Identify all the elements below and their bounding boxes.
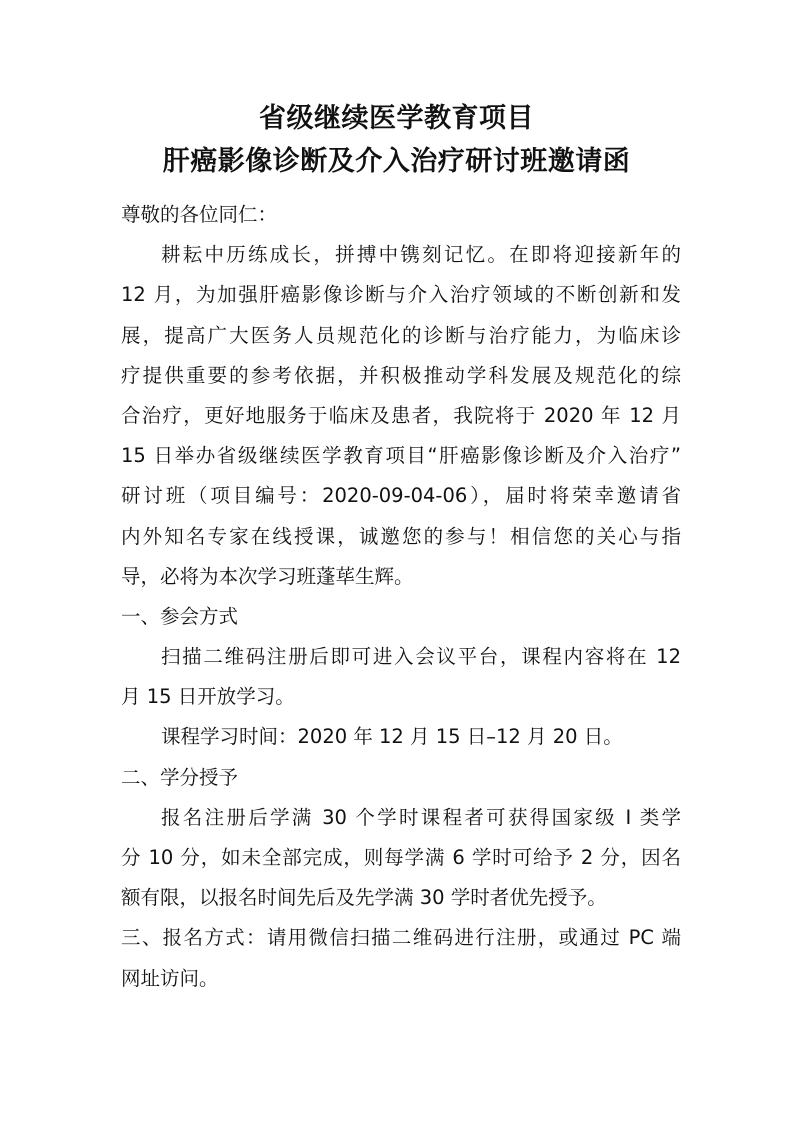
section-heading-registration: 三、报名方式：请用微信扫描二维码进行注册，或通过 PC 端 [121,926,681,950]
paragraph-line: 15 日举办省级继续医学教育项目“肝癌影像诊断及介入治疗” [121,444,681,468]
course-time-line: 课程学习时间：2020 年 12 月 15 日–12 月 20 日。 [161,725,623,749]
paragraph-line: 疗提供重要的参考依据，并积极推动学科发展及规范化的综 [121,363,681,387]
paragraph-line: 分 10 分，如未全部完成，则每学满 6 学时可给予 2 分，因名 [121,846,681,869]
paragraph-line: 扫描二维码注册后即可进入会议平台，课程内容将在 12 [161,645,681,669]
paragraph-line: 展，提高广大医务人员规范化的诊断与治疗能力，为临床诊 [121,323,681,347]
paragraph-line: 导，必将为本次学习班蓬荜生辉。 [121,564,414,588]
paragraph-line: 额有限，以报名时间先后及先学满 30 学时者优先授予。 [121,886,607,910]
paragraph-line: 报名注册后学满 30 个学时课程者可获得国家级 I 类学 [161,805,681,829]
paragraph-line: 月 15 日开放学习。 [121,685,295,709]
section-heading-participation: 一、参会方式 [121,604,239,628]
paragraph-line: 研讨班（项目编号：2020-09-04-06），届时将荣幸邀请省 [121,484,681,508]
paragraph-line: 耕耘中历练成长，拼搏中镌刻记忆。在即将迎接新年的 [161,243,681,267]
paragraph-line: 网址访问。 [121,966,219,990]
paragraph-line: 内外知名专家在线授课，诚邀您的参与！相信您的关心与指 [121,524,681,548]
document-body [121,195,681,999]
document-title-line-2: 肝癌影像诊断及介入治疗研讨班邀请函 [162,146,631,177]
section-heading-credits: 二、学分授予 [121,765,239,789]
paragraph-line: 12 月，为加强肝癌影像诊断与介入治疗领域的不断创新和发 [121,283,681,307]
paragraph-line: 合治疗，更好地服务于临床及患者，我院将于 2020 年 12 月 [121,403,681,427]
document-title-line-1: 省级继续医学教育项目 [259,103,534,134]
salutation: 尊敬的各位同仁： [121,203,278,226]
